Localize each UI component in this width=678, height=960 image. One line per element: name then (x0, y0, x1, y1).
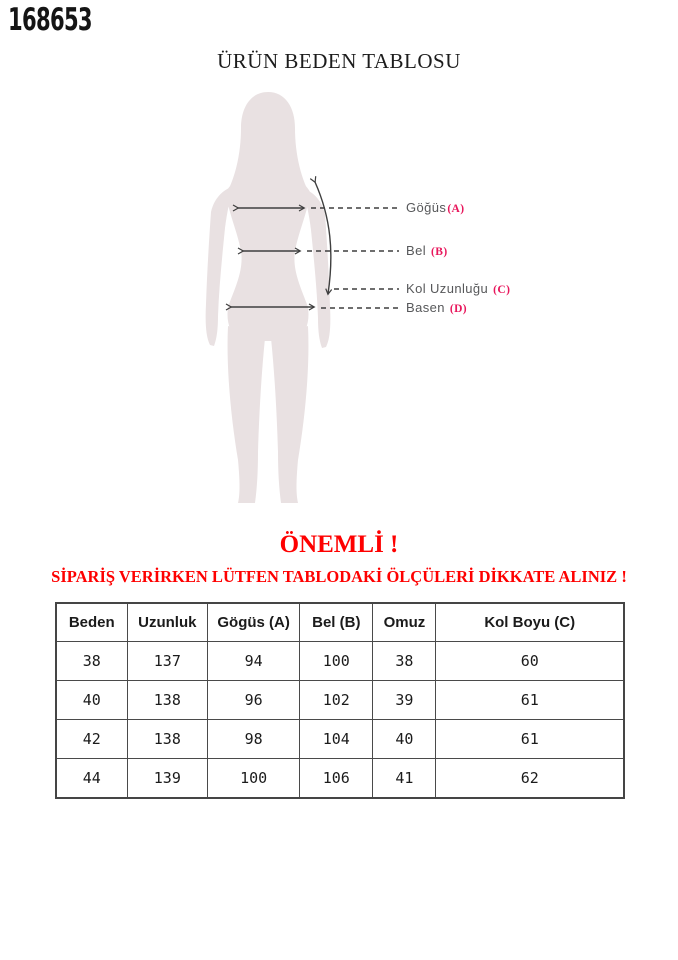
cell: 106 (300, 759, 373, 799)
cell: 61 (436, 720, 624, 759)
table-row (56, 720, 624, 759)
cell: 60 (436, 642, 624, 681)
cell: 61 (436, 681, 624, 720)
body-measurement-diagram (180, 88, 510, 508)
cell: 102 (300, 681, 373, 720)
size-table-header-row (56, 603, 624, 642)
female-silhouette-figure (180, 88, 510, 508)
cell: 38 (56, 642, 127, 681)
waist-label-text: Bel (406, 243, 431, 258)
header-bel: Bel (B) (300, 603, 373, 642)
sleeve-measure-label (406, 281, 510, 298)
cell: 138 (127, 720, 208, 759)
cell: 100 (208, 759, 300, 799)
page-title: ÜRÜN BEDEN TABLOSU (217, 49, 461, 73)
important-message: SİPARİŞ VERİRKEN LÜTFEN TABLODAKİ ÖLÇÜLERİ DİKKATE ALINIZ ! (51, 567, 627, 586)
waist-measure-label (406, 243, 448, 260)
size-table (55, 602, 625, 799)
cell: 100 (300, 642, 373, 681)
header-gogus: Gögüs (A) (208, 603, 300, 642)
cell: 40 (373, 720, 436, 759)
chest-label-code: (A) (447, 203, 465, 215)
hip-measure-label (406, 300, 467, 317)
cell: 96 (208, 681, 300, 720)
cell: 41 (373, 759, 436, 799)
hip-label-code: (D) (449, 303, 468, 315)
cell: 44 (56, 759, 127, 799)
cell: 42 (56, 720, 127, 759)
product-code: 168653 (8, 2, 92, 38)
waist-label-code: (B) (431, 246, 448, 258)
silhouette-shape (206, 92, 331, 503)
cell: 38 (373, 642, 436, 681)
table-row (56, 681, 624, 720)
cell: 104 (300, 720, 373, 759)
sleeve-label-code: (C) (493, 284, 511, 296)
table-row (56, 759, 624, 799)
cell: 94 (208, 642, 300, 681)
header-kol-boyu: Kol Boyu (C) (436, 603, 624, 642)
cell: 139 (127, 759, 208, 799)
cell: 137 (127, 642, 208, 681)
cell: 98 (208, 720, 300, 759)
cell: 40 (56, 681, 127, 720)
cell: 138 (127, 681, 208, 720)
cell: 62 (436, 759, 624, 799)
table-row (56, 642, 624, 681)
header-beden: Beden (56, 603, 127, 642)
header-uzunluk: Uzunluk (127, 603, 208, 642)
sleeve-label-text: Kol Uzunluğu (406, 281, 493, 296)
chest-label-text: Göğüs (406, 200, 447, 215)
chest-measure-label (406, 200, 464, 217)
cell: 39 (373, 681, 436, 720)
important-heading: ÖNEMLİ ! (279, 531, 399, 558)
hip-label-text: Basen (406, 300, 449, 315)
header-omuz: Omuz (373, 603, 436, 642)
